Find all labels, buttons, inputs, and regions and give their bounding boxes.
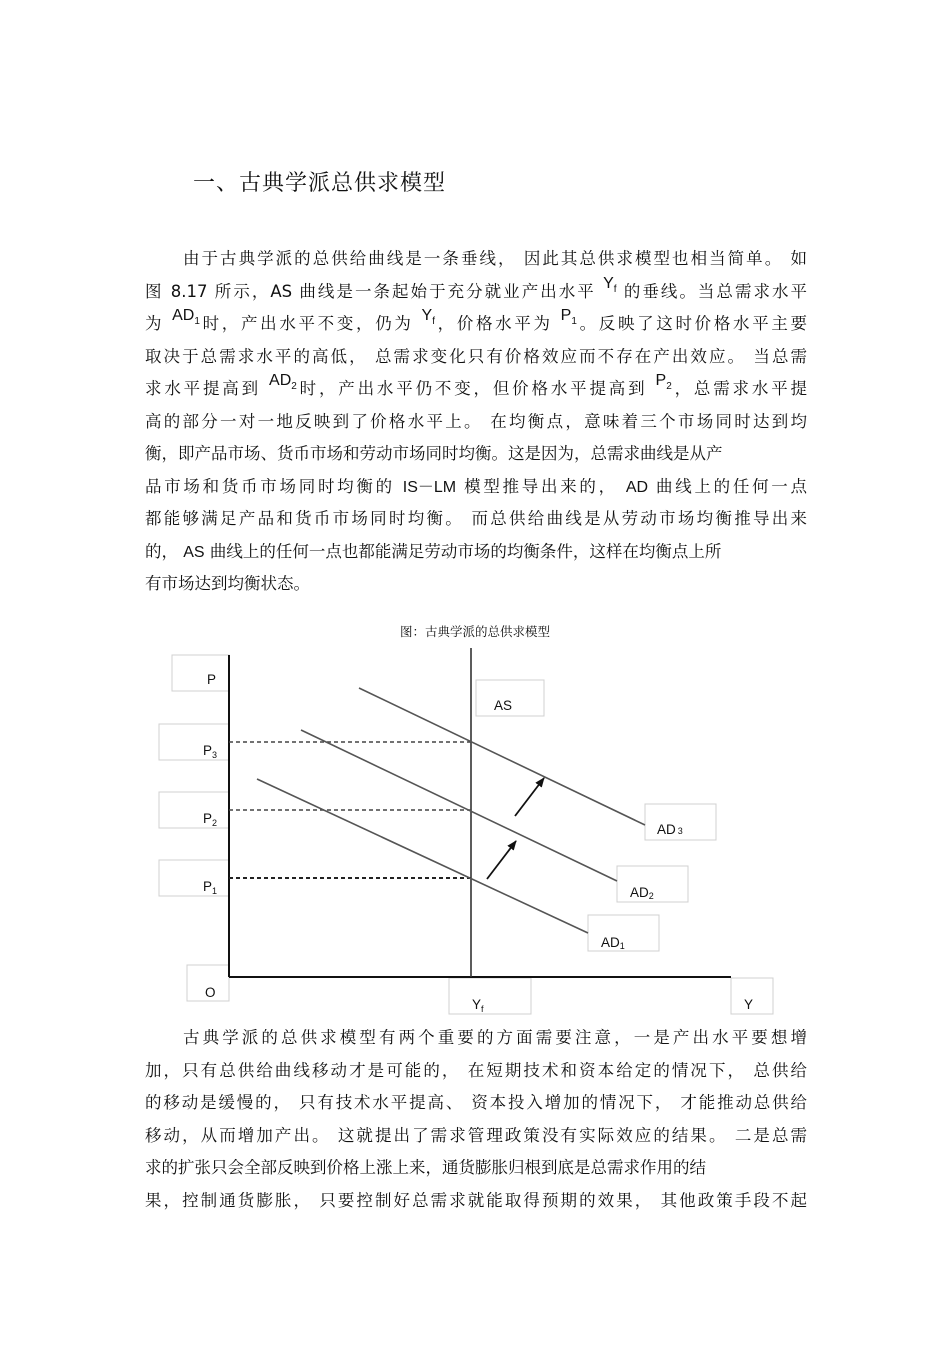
section-heading: 一、古典学派总供求模型 bbox=[193, 171, 447, 196]
para1-line: 衡，即产品市场、货币市场和劳动市场同时均衡。这是因为，总需求曲线是从产 bbox=[145, 444, 723, 463]
symbol-p1: $P_1$ bbox=[560, 307, 577, 328]
label-box bbox=[159, 792, 229, 828]
para2-line: 的移动是缓慢的， 只有技术水平提高、 资本投入增加的情况下， 才能推动总供给 bbox=[145, 1093, 808, 1112]
p2-label: $P_2$ bbox=[203, 811, 218, 828]
para1-line: 图 8.17 所示，AS 曲线是一条起始于充分就业产出水平 $Y_f$ 的垂线。当总需求水平 bbox=[145, 274, 808, 301]
para2-line: 古典学派的总供求模型有两个重要的方面需要注意，一是产出水平要想增 bbox=[183, 1028, 807, 1047]
symbol-p2: $P_2$ bbox=[655, 372, 672, 393]
figure-caption: 图：古典学派的总供求模型 bbox=[399, 624, 550, 639]
para1-line: 高的部分一对一地反映到了价格水平上。 在均衡点，意味着三个市场同时达到均 bbox=[145, 411, 808, 431]
para2-line: 求的扩张只会全部反映到价格上涨上来，通货膨胀归根到底是总需求作用的结 bbox=[145, 1158, 706, 1177]
y-axis-label: Y bbox=[744, 997, 754, 1012]
para1-line: 取决于总需求水平的高低， 总需求变化只有价格效应而不存在产出效应。 当总需 bbox=[145, 346, 808, 366]
label-box bbox=[159, 724, 229, 760]
para1-line: 的， AS 曲线上的任何一点也都能满足劳动市场的均衡条件，这样在均衡点上所 bbox=[145, 541, 722, 561]
ad1-label: AD1 bbox=[601, 935, 625, 951]
para1-line: 有市场达到均衡状态。 bbox=[145, 574, 310, 593]
as-label: AS bbox=[494, 698, 513, 713]
origin-label: O bbox=[205, 985, 216, 1000]
yf-label: $Y_f$ bbox=[472, 997, 484, 1014]
para1-line: 都能够满足产品和货币市场同时均衡。 而总供给曲线是从劳动市场均衡推导出来 bbox=[145, 509, 808, 528]
ad1-curve bbox=[257, 779, 588, 933]
shift-arrow bbox=[515, 778, 544, 816]
symbol-ad2: $AD_2$ bbox=[269, 372, 297, 393]
label-box bbox=[159, 860, 229, 896]
ad2-curve bbox=[301, 730, 617, 881]
label-box bbox=[449, 978, 531, 1014]
para2-line: 果，控制通货膨胀， 只要控制好总需求就能取得预期的效果， 其他政策手段不起 bbox=[145, 1190, 808, 1210]
para1-line: 求水平提高到 $AD_2$时，产出水平仍不变，但价格水平提高到 $P_2$，总需求水平提 bbox=[145, 372, 808, 398]
para1-line: 由于古典学派的总供给曲线是一条垂线， 因此其总供求模型也相当简单。 如 bbox=[183, 249, 808, 268]
p3-label: $P_3$ bbox=[203, 743, 218, 760]
label-box bbox=[172, 655, 229, 691]
p-axis-label: P bbox=[207, 672, 217, 687]
para1-line: 为 $AD_1$时，产出水平不变，仍为 $Y_f$，价格水平为 $P_1$。反映了这时价格水平主要 bbox=[145, 307, 808, 333]
para2-line: 移动，从而增加产出。 这就提出了需求管理政策没有实际效应的结果。 二是总需 bbox=[145, 1125, 808, 1145]
symbol-ad1: $AD_1$ bbox=[172, 307, 200, 328]
p1-label: $P_1$ bbox=[203, 879, 218, 896]
shift-arrow bbox=[487, 841, 516, 879]
symbol-yf: $Y_f$ bbox=[421, 307, 435, 328]
paragraph-2 bbox=[145, 1022, 807, 1217]
symbol-yf: $Y_f$ bbox=[603, 274, 617, 295]
para2-line: 加，只有总供给曲线移动才是可能的， 在短期技术和资本给定的情况下， 总供给 bbox=[145, 1060, 808, 1080]
para1-line: 品市场和货币市场同时均衡的 IS－LM 模型推导出来的， AD 曲线上的任何一点 bbox=[145, 476, 808, 496]
ad2-label: AD2 bbox=[630, 885, 654, 901]
ad3-label: AD 3 bbox=[657, 822, 683, 837]
